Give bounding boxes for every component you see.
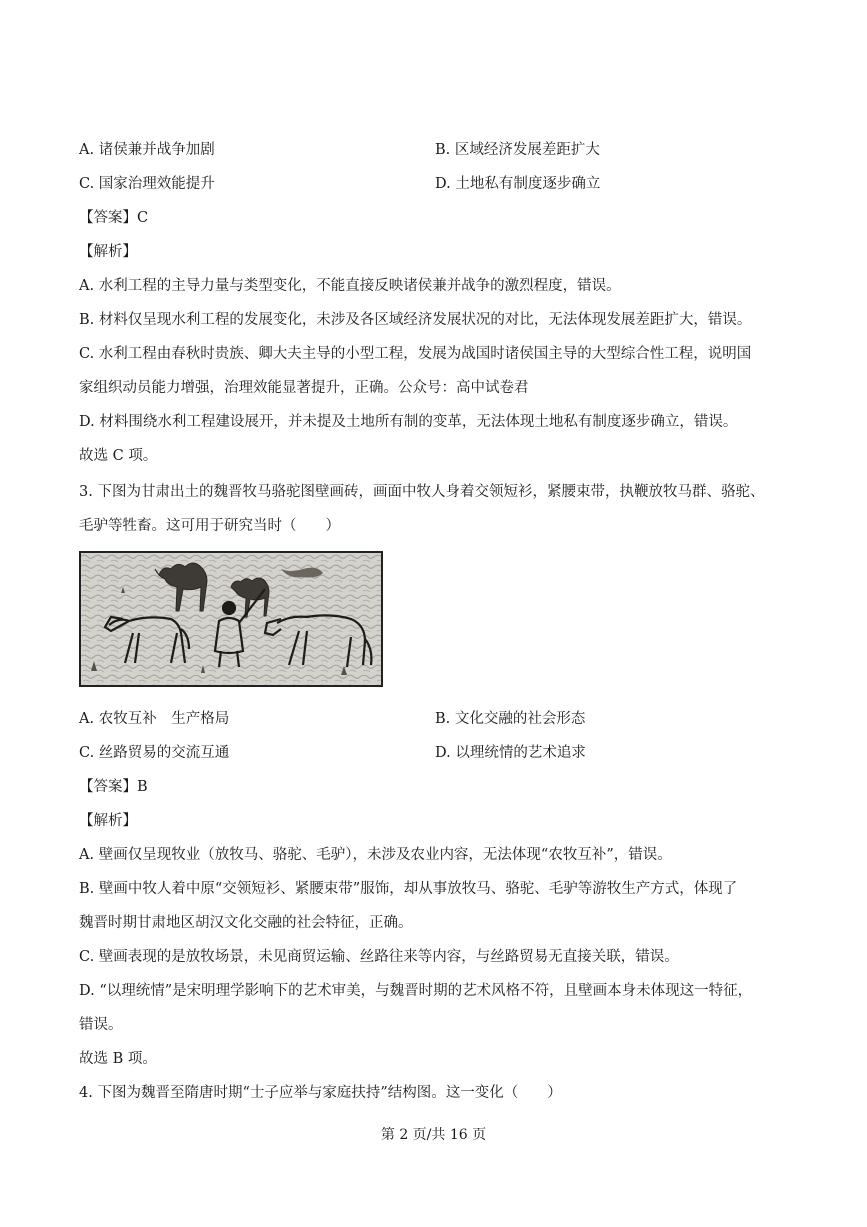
page-footer: 第 2 页/共 16 页 [380, 1127, 487, 1143]
q2-analysis-line: C. 水利工程由春秋时贵族、卿大夫主导的小型工程，发展为战国时诸侯国主导的大型综合性工程，说明国 [79, 346, 752, 362]
q2-conclusion: 故选 C 项。 [79, 448, 158, 464]
q3-analysis-line: D. “以理统情”是宋明理学影响下的艺术审美，与魏晋时期的艺术风格不符，且壁画本身未体现这一特征， [79, 983, 753, 999]
q2-analysis-line: B. 材料仅呈现水利工程的发展变化，未涉及各区域经济发展状况的对比，无法体现发展差距扩大，错误。 [79, 312, 752, 328]
q3-analysis-line: 错误。 [79, 1017, 123, 1033]
q3-analysis-line: C. 壁画表现的是放牧场景，未见商贸运输、丝路往来等内容，与丝路贸易无直接关联，错误。 [79, 949, 679, 965]
q2-analysis-line: D. 材料围绕水利工程建设展开，并未提及土地所有制的变革，无法体现土地私有制度逐步确立，错误。 [79, 414, 738, 430]
q3-analysis-label: 【解析】 [79, 813, 137, 829]
q2-option-b: B. 区域经济发展差距扩大 [435, 142, 600, 158]
q3-option-d: D. 以理统情的艺术追求 [435, 745, 586, 761]
q2-answer: 【答案】C [79, 210, 149, 226]
q2-option-a: A. 诸侯兼并战争加剧 [79, 142, 215, 158]
q3-option-b: B. 文化交融的社会形态 [435, 711, 586, 727]
q2-analysis-line: A. 水利工程的主导力量与类型变化，不能直接反映诸侯兼并战争的激烈程度，错误。 [79, 278, 621, 294]
q2-option-c: C. 国家治理效能提升 [79, 176, 215, 192]
q3-analysis-line: 魏晋时期甘肃地区胡汉文化交融的社会特征，正确。 [79, 915, 413, 931]
q4-stem: 4. 下图为魏晋至隋唐时期“士子应举与家庭扶持”结构图。这一变化（ ） [79, 1085, 562, 1101]
q3-option-c: C. 丝路贸易的交流互通 [79, 745, 230, 761]
q3-option-a: A. 农牧互补 生产格局 [79, 711, 230, 727]
q2-analysis-line: 家组织动员能力增强，治理效能显著提升，正确。公众号：高中试卷君 [79, 380, 529, 396]
q3-stem-line: 3. 下图为甘肃出土的魏晋牧马骆驼图壁画砖，画面中牧人身着交领短衫，紧腰束带，执鞭放牧马群、骆驼、 [79, 484, 765, 500]
q2-option-d: D. 土地私有制度逐步确立 [435, 176, 601, 192]
q3-answer: 【答案】B [79, 779, 148, 795]
q3-analysis-line: A. 壁画仅呈现牧业（放牧马、骆驼、毛驴），未涉及农业内容，无法体现“农牧互补”，错误。 [79, 847, 672, 863]
q3-analysis-line: B. 壁画中牧人着中原“交领短衫、紧腰束带”服饰，却从事放牧马、骆驼、毛驴等游牧生产方式，体现了 [79, 881, 738, 897]
q2-analysis-label: 【解析】 [79, 244, 137, 260]
mural-brick-image [79, 551, 383, 687]
q3-conclusion: 故选 B 项。 [79, 1051, 157, 1067]
herding-mural-drawing [81, 553, 381, 685]
q3-stem-line: 毛驴等牲畜。这可用于研究当时（ ） [79, 518, 340, 534]
